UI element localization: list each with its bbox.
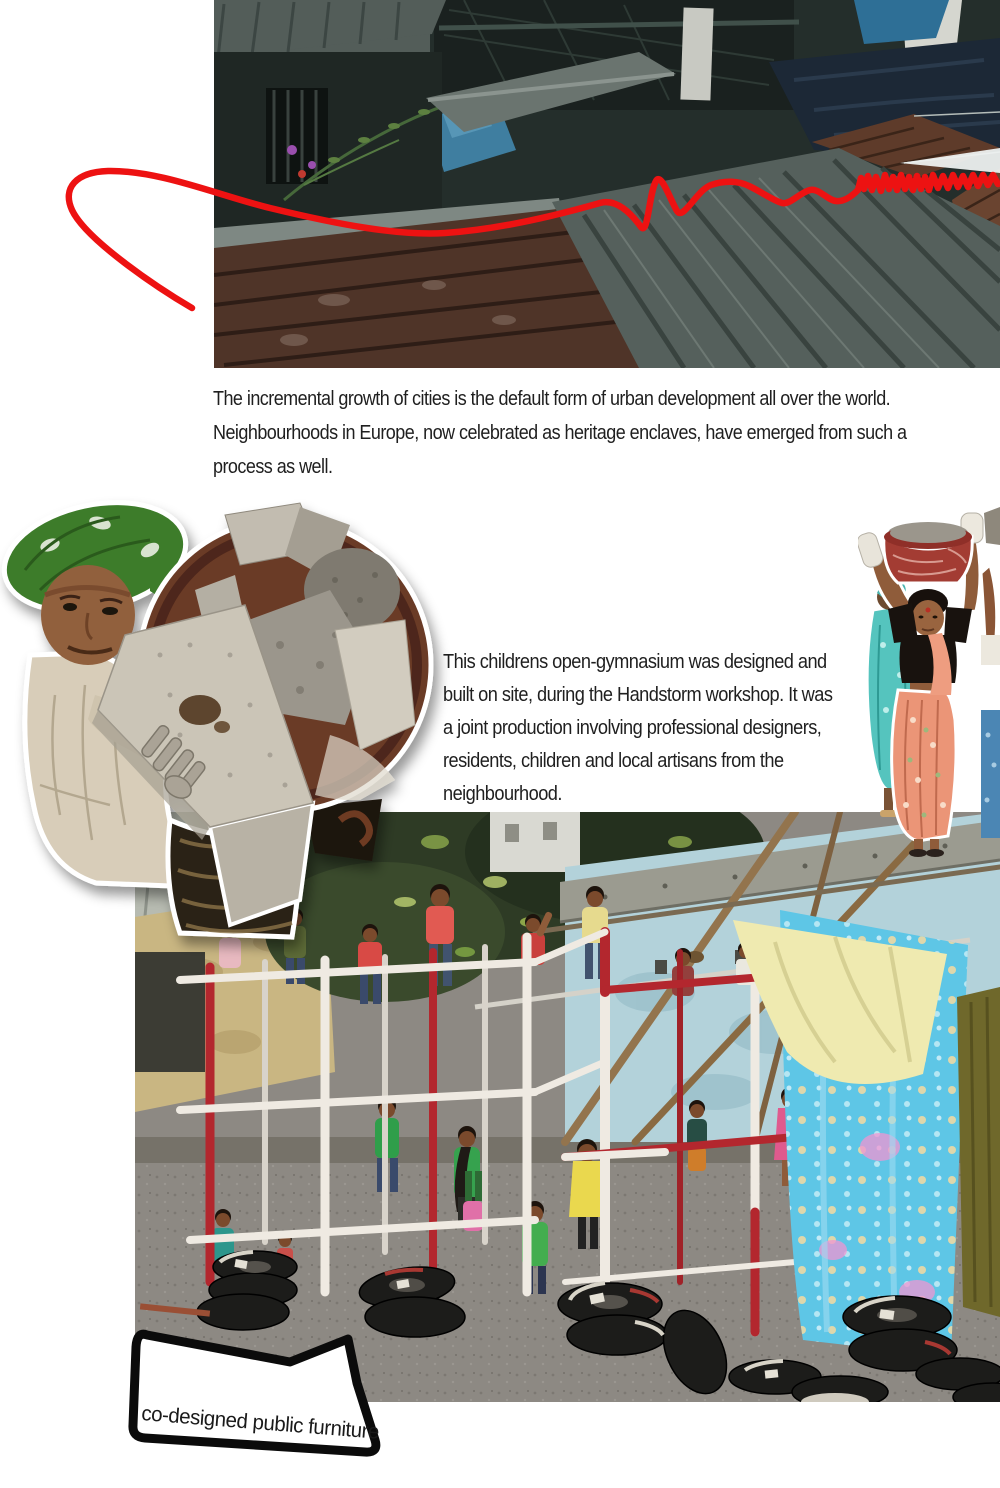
callout-bubble bbox=[105, 1325, 405, 1470]
woman-rubble-cutout bbox=[0, 495, 450, 960]
workshop-caption-line: residents, children and local artisans from the bbox=[443, 750, 784, 772]
workshop-caption-line: built on site, during the Handstorm workshop. It was bbox=[443, 684, 833, 706]
workshop-caption-line: a joint production involving professional designers, bbox=[443, 717, 822, 739]
intro-caption-line: process as well. bbox=[213, 456, 333, 478]
intro-caption bbox=[213, 382, 906, 484]
callout-label: co-designed public furniture bbox=[140, 1402, 386, 1445]
women-basin-cutout bbox=[858, 505, 1000, 857]
rooftops-photo bbox=[214, 0, 1000, 368]
workshop-caption-line: This childrens open-gymnasium was designed and bbox=[443, 651, 827, 673]
intro-caption-line: Neighbourhoods in Europe, now celebrated as heritage enclaves, have emerged from such a bbox=[213, 422, 907, 444]
workshop-caption bbox=[443, 646, 832, 811]
workshop-caption-line: neighbourhood. bbox=[443, 783, 562, 805]
intro-caption-line: The incremental growth of cities is the default form of urban development all over the world. bbox=[213, 388, 891, 410]
